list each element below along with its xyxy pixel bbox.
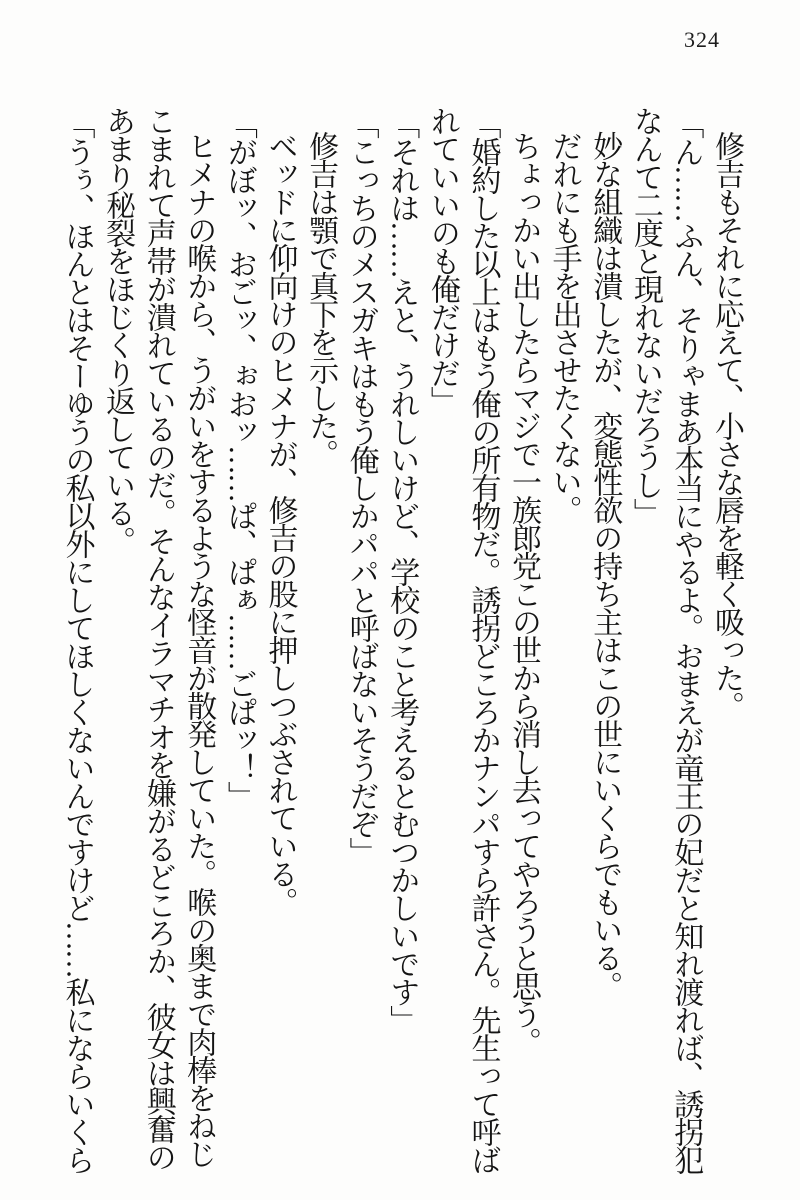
paragraph-narrative: ちょっかい出したらマジで一族郎党この世から消し去ってやろうと思う。 [507,130,541,1055]
paragraph-narrative: 修吉もそれに応えて、小さな唇を軽く吸った。 [710,130,743,719]
paragraph-narrative: ヒメナの喉から、うがいをするような怪音が散発していた。喉の奥まで肉棒をねじこまれて声帯が潰れているのだ。そんなイラマチオを嫌がるどころか、彼女は興奮のあまり秘裂をほじくり返している。 [101,106,216,1170]
paragraph-dialogue: 「婚約した以上はもう俺の所有物だ。誘拐どころかナンパすら許さん。先生って呼ばれていいのも俺だけだ」 [425,106,500,1173]
paragraph-narrative: ベッドに仰向けのヒメナが、修吉の股に押しつぶされている。 [263,130,297,915]
paragraph-dialogue: 「ん……ふん、そりゃまあ本当にやるよ。おまえが竜王の妃だと知れ渡れば、誘拐犯なんて二度と現れないだろうし」 [628,106,703,1173]
paragraph-narrative: だれにも手を出させたくない。 [547,130,581,523]
text-body [52,106,746,1194]
paragraph-dialogue: 「こっちのメスガキはもう俺しかパパと呼ばないそうだぞ」 [344,109,378,865]
paragraph-dialogue: 「うぅ、ほんとはそーゆうの私以外にしてほしくないんですけど……私にならいくら [60,109,94,1173]
paragraph-dialogue: 「それは……えと、うれしいけど、学校のこと考えるとむつかしいです」 [385,109,419,1033]
paragraph-narrative: 妙な組織は潰したが、変態性欲の持ち主はこの世にいくらでもいる。 [588,130,622,999]
page-number: 324 [684,27,720,52]
paragraph-dialogue: 「がぼッ、おごッ、ぉおッ……ぱ、ぱぁ……ごぱッ！」 [222,109,256,809]
paragraph-narrative: 修吉は顎で真下を示した。 [304,130,338,467]
